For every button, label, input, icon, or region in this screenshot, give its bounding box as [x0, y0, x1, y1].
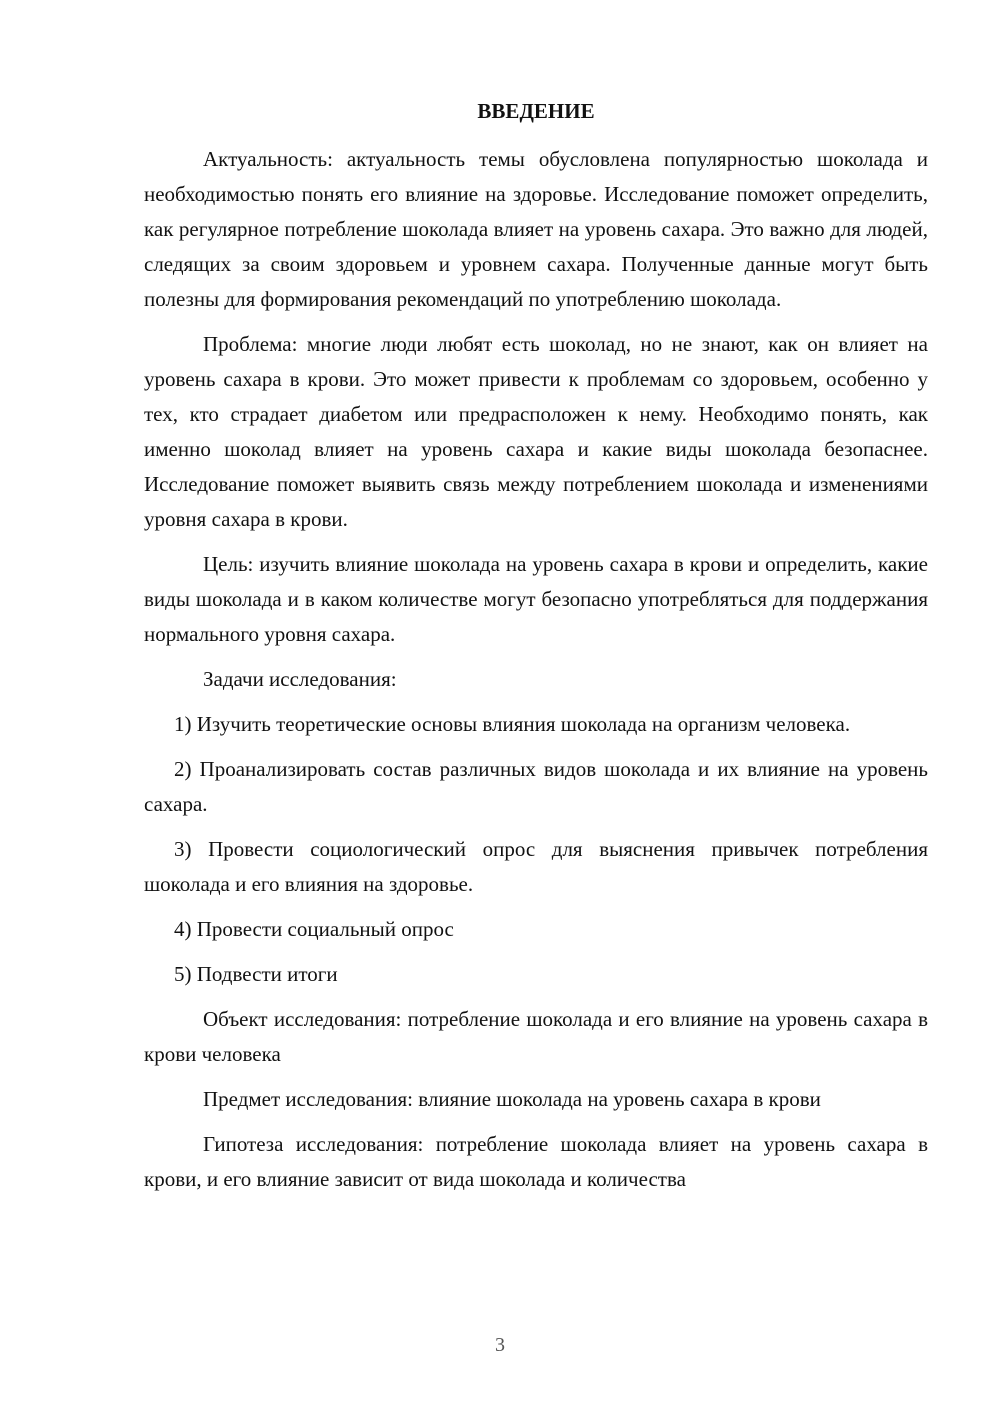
- section-title: ВВЕДЕНИЕ: [477, 99, 595, 123]
- document-body: [144, 142, 928, 1207]
- goal-paragraph: Цель: изучить влияние шоколада на уровень сахара в крови и определить, какие виды шоколада и в каком количестве могут безопасно употребляться для поддержания нормального уровня сахара.: [144, 552, 928, 646]
- page-number: 3: [495, 1334, 505, 1356]
- tasks-heading: Задачи исследования:: [203, 667, 397, 691]
- task-item: 5) Подвести итоги: [174, 962, 338, 986]
- problem-paragraph: Проблема: многие люди любят есть шоколад, но не знают, как он влияет на уровень сахара в крови. Это может привести к проблемам со здоровьем, особенно у тех, кто страдает диабетом или предрасположен к нему. Необходимо понять, как именно шоколад влияет на уровень сахара и какие виды шоколада безопаснее. Исследование поможет выявить связь между потреблением шоколада и изменениями уровня сахара в крови.: [144, 332, 928, 531]
- task-item: 1) Изучить теоретические основы влияния шоколада на организм человека.: [174, 712, 851, 736]
- task-item: 4) Провести социальный опрос: [174, 917, 454, 941]
- hypothesis-paragraph: Гипотеза исследования: потребление шоколада влияет на уровень сахара в крови, и его влияние зависит от вида шоколада и количества: [144, 1132, 928, 1191]
- task-item: 3) Провести социологический опрос для выяснения привычек потребления шоколада и его влияния на здоровье.: [144, 837, 928, 896]
- task-item: 2) Проанализировать состав различных видов шоколада и их влияние на уровень сахара.: [144, 757, 928, 816]
- subject-paragraph: Предмет исследования: влияние шоколада на уровень сахара в крови: [203, 1087, 821, 1111]
- relevance-paragraph: Актуальность: актуальность темы обусловлена популярностью шоколада и необходимостью понять его влияние на здоровье. Исследование поможет определить, как регулярное потребление шоколада влияет на уровень сахара. Это важно для людей, следящих за своим здоровьем и уровнем сахара. Полученные данные могут быть полезны для формирования рекомендаций по употреблению шоколада.: [144, 147, 928, 311]
- object-paragraph: Объект исследования: потребление шоколада и его влияние на уровень сахара в крови человека: [144, 1007, 928, 1066]
